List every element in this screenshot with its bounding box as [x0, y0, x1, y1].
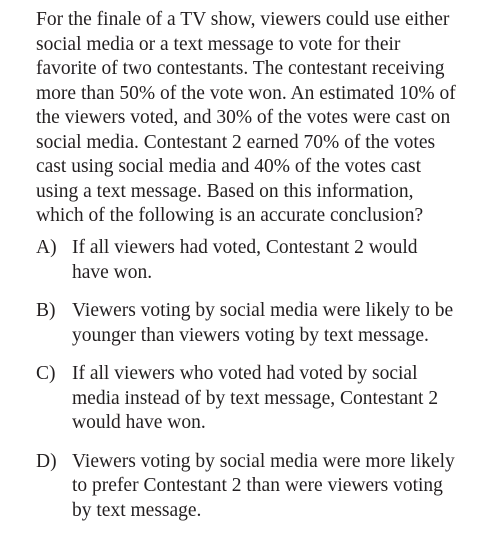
- choice-line: media instead of by text message, Contestant 2: [72, 387, 439, 409]
- choice-line: If all viewers who voted had voted by social: [72, 363, 418, 384]
- choice-line: Viewers voting by social media were more likely: [72, 450, 455, 472]
- choice-line: Viewers voting by social media were likely to be: [72, 300, 454, 321]
- choice-letter: B): [36, 300, 56, 321]
- answer-choices: [36, 236, 481, 523]
- answer-choice-a[interactable]: [36, 236, 481, 285]
- choice-text: [72, 362, 481, 436]
- question-line: more than 50% of the vote won. An estimated 10% of: [36, 82, 456, 104]
- question-line: social media or a text message to vote for their: [36, 33, 401, 55]
- question-line: cast using social media and 40% of the votes cast: [36, 156, 422, 177]
- question-line: the viewers voted, and 30% of the votes were cast on: [36, 107, 451, 128]
- question-line: which of the following is an accurate conclusion?: [36, 205, 424, 226]
- choice-line: would have won.: [72, 412, 206, 433]
- question-stem: [36, 8, 481, 229]
- choice-line: have won.: [72, 261, 153, 283]
- answer-choice-b[interactable]: [36, 299, 481, 348]
- question-line: using a text message. Based on this information,: [36, 180, 414, 202]
- question-line: favorite of two contestants. The contestant receiving: [36, 58, 445, 79]
- choice-letter: D): [36, 450, 57, 472]
- question-line: For the finale of a TV show, viewers could use either: [36, 9, 450, 30]
- choice-line: to prefer Contestant 2 than were viewers voting: [72, 475, 443, 496]
- question-line: social media. Contestant 2 earned 70% of the votes: [36, 131, 436, 153]
- choice-letter: A): [36, 237, 57, 258]
- choice-letter: C): [36, 363, 56, 384]
- choice-text: [72, 450, 481, 524]
- answer-choice-c[interactable]: [36, 362, 481, 436]
- choice-text: [72, 299, 481, 348]
- choice-line: younger than viewers voting by text message.: [72, 324, 429, 346]
- choice-line: If all viewers had voted, Contestant 2 would: [72, 237, 418, 258]
- answer-choice-d[interactable]: [36, 450, 481, 524]
- choice-line: by text message.: [72, 499, 202, 521]
- choice-text: [72, 236, 481, 285]
